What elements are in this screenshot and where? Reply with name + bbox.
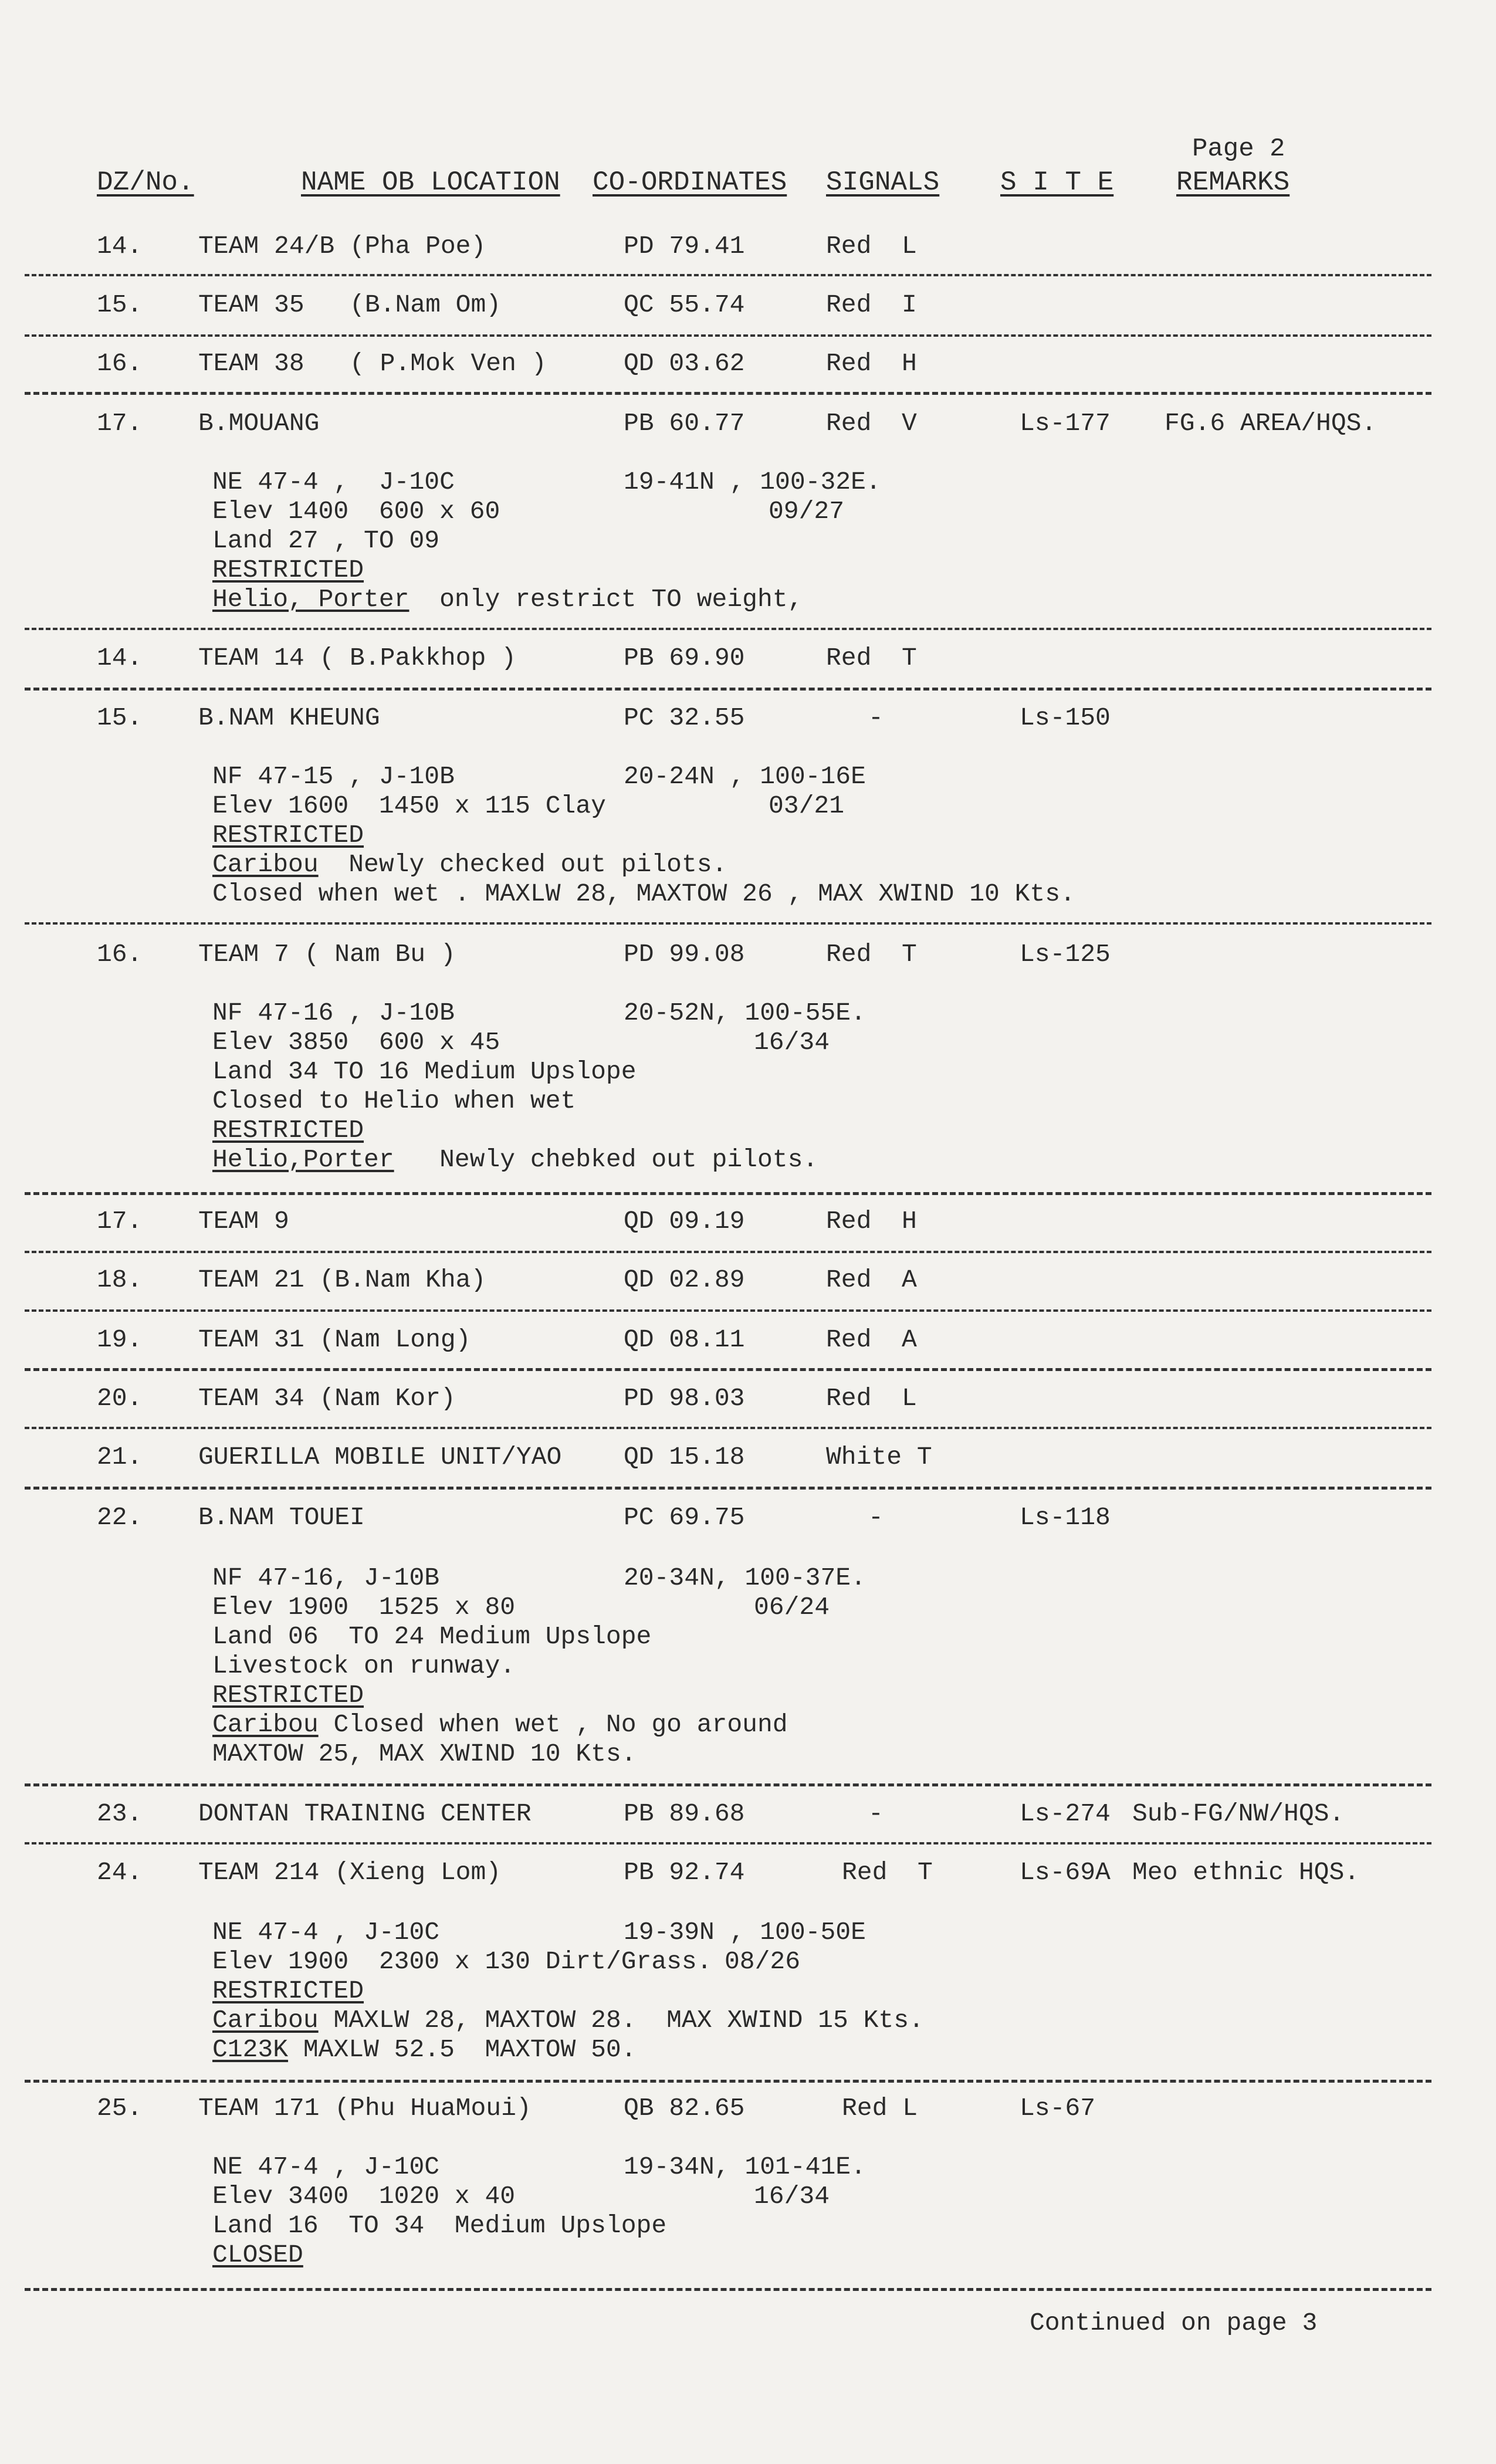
entry-remarks: FG.6 AREA/HQS. (1165, 409, 1377, 438)
entry-location: TEAM 7 ( Nam Bu ) (198, 940, 456, 969)
entry-coordinates: PC 32.55 (624, 703, 745, 732)
aircraft-note (212, 1712, 788, 1737)
lat-long: 19-39N , 100-50E (624, 1918, 866, 1947)
entry-site: Ls-118 (1020, 1503, 1111, 1532)
header-signals: SIGNALS (826, 167, 940, 198)
closure-note: Closed to Helio when wet (212, 1087, 576, 1115)
entry-remarks: Meo ethnic HQS. (1132, 1858, 1360, 1887)
entry-number: 23. (97, 1799, 143, 1828)
entry-site: Ls-67 (1020, 2094, 1096, 2123)
map-sheet: NF 47-16, J-10B (212, 1563, 440, 1592)
aircraft-remark: Closed when wet , No go around (318, 1710, 788, 1739)
runway-heading: 09/27 (769, 497, 845, 526)
entry-number: 16. (97, 349, 143, 378)
divider (25, 628, 1431, 630)
entry-signals: Red T (826, 940, 917, 969)
aircraft-type: Caribou (212, 2006, 319, 2035)
land-takeoff: Land 16 TO 34 Medium Upslope (212, 2211, 667, 2240)
elevation-runway: Elev 1900 2300 x 130 Dirt/Grass. (212, 1947, 712, 1976)
elevation-runway: Elev 1400 600 x 60 (212, 497, 500, 526)
entry-signals: Red T (842, 1858, 933, 1887)
aircraft-note (212, 587, 803, 612)
entry-signals: Red L (842, 2094, 918, 2123)
entry-signals: Red H (826, 1207, 917, 1236)
map-sheet: NF 47-15 , J-10B (212, 762, 455, 791)
divider (25, 1192, 1431, 1195)
restricted-label: RESTRICTED (212, 821, 364, 849)
entry-location: TEAM 21 (B.Nam Kha) (198, 1265, 486, 1294)
operating-limits: Closed when wet . MAXLW 28, MAXTOW 26 , MAX XWIND 10 Kts. (212, 879, 1075, 908)
header-name-of-location: NAME OB LOCATION (301, 167, 560, 198)
entry-signals: White T (826, 1443, 932, 1471)
map-sheet: NF 47-16 , J-10B (212, 999, 455, 1027)
lat-long: 19-34N, 101-41E. (624, 2152, 866, 2181)
entry-signals: - (868, 1799, 884, 1828)
entry-coordinates: PC 69.75 (624, 1503, 745, 1532)
entry-number: 15. (97, 290, 143, 319)
lat-long: 20-24N , 100-16E (624, 762, 866, 791)
runway-heading: 16/34 (754, 1028, 830, 1057)
entry-coordinates: PB 69.90 (624, 644, 745, 672)
elevation-runway: Elev 1600 1450 x 115 Clay (212, 791, 606, 820)
entry-location: TEAM 214 (Xieng Lom) (198, 1858, 502, 1887)
entry-number: 20. (97, 1384, 143, 1413)
divider (25, 922, 1431, 925)
entry-number: 14. (97, 232, 143, 260)
entry-number: 24. (97, 1858, 143, 1887)
page-number: Page 2 (1192, 134, 1285, 164)
divider (25, 688, 1431, 691)
entry-signals: - (868, 1503, 884, 1532)
entry-coordinates: PB 89.68 (624, 1799, 745, 1828)
restricted-label: RESTRICTED (212, 1976, 364, 2005)
map-sheet: NE 47-4 , J-10C (212, 1918, 440, 1947)
aircraft-type: Helio,Porter (212, 1145, 394, 1174)
entry-signals: Red L (826, 232, 917, 260)
divider (25, 1487, 1431, 1490)
runway-heading: 16/34 (754, 2182, 830, 2211)
entry-number: 15. (97, 703, 143, 732)
entry-number: 25. (97, 2094, 143, 2123)
entry-location: TEAM 24/B (Pha Poe) (198, 232, 486, 260)
aircraft-type: Caribou (212, 850, 319, 879)
aircraft-remark: Newly checked out pilots. (318, 850, 727, 879)
divider (25, 274, 1431, 276)
entry-site: Ls-69A (1020, 1858, 1111, 1887)
aircraft-type: Helio, Porter (212, 585, 409, 614)
entry-signals: Red A (826, 1265, 917, 1294)
entry-signals: Red T (826, 644, 917, 672)
entry-remarks: Sub-FG/NW/HQS. (1132, 1799, 1345, 1828)
entry-location: TEAM 38 ( P.Mok Ven ) (198, 349, 547, 378)
runway-heading: 08/26 (725, 1947, 801, 1976)
lat-long: 20-52N, 100-55E. (624, 999, 866, 1027)
aircraft-type: C123K (212, 2035, 289, 2064)
restricted-label: RESTRICTED (212, 1116, 364, 1145)
aircraft-note (212, 2037, 637, 2062)
divider (25, 1309, 1431, 1312)
aircraft-remark: Newly chebked out pilots. (394, 1145, 818, 1174)
entry-coordinates: PD 99.08 (624, 940, 745, 969)
restricted-label: RESTRICTED (212, 1681, 364, 1710)
divider (25, 334, 1431, 337)
aircraft-remark: MAXLW 52.5 MAXTOW 50. (288, 2035, 637, 2064)
entry-coordinates: QD 15.18 (624, 1443, 745, 1471)
header-site: S I T E (1000, 167, 1114, 198)
elevation-runway: Elev 3400 1020 x 40 (212, 2182, 516, 2211)
entry-site: Ls-125 (1020, 940, 1111, 969)
entry-number: 18. (97, 1265, 143, 1294)
entry-location: TEAM 31 (Nam Long) (198, 1325, 471, 1354)
entry-coordinates: PD 98.03 (624, 1384, 745, 1413)
entry-location: DONTAN TRAINING CENTER (198, 1799, 532, 1828)
entry-coordinates: PD 79.41 (624, 232, 745, 260)
land-takeoff: Land 06 TO 24 Medium Upslope (212, 1622, 652, 1651)
entry-location: B.NAM TOUEI (198, 1503, 365, 1532)
entry-site: Ls-150 (1020, 703, 1111, 732)
entry-signals: Red A (826, 1325, 917, 1354)
entry-coordinates: QC 55.74 (624, 290, 745, 319)
lat-long: 19-41N , 100-32E. (624, 468, 881, 496)
entry-signals: Red I (826, 290, 917, 319)
entry-number: 22. (97, 1503, 143, 1532)
closed-label: CLOSED (212, 2240, 303, 2269)
header-remarks: REMARKS (1176, 167, 1290, 198)
map-sheet: NE 47-4 , J-10C (212, 2152, 440, 2181)
entry-location: TEAM 14 ( B.Pakkhop ) (198, 644, 516, 672)
aircraft-type: Caribou (212, 1710, 319, 1739)
divider (25, 2288, 1431, 2291)
entry-coordinates: PB 60.77 (624, 409, 745, 438)
entry-location: B.MOUANG (198, 409, 320, 438)
entry-coordinates: QD 08.11 (624, 1325, 745, 1354)
header-coordinates: CO-ORDINATES (593, 167, 787, 198)
divider (25, 1783, 1431, 1786)
entry-coordinates: QD 02.89 (624, 1265, 745, 1294)
lat-long: 20-34N, 100-37E. (624, 1563, 866, 1592)
entry-coordinates: QB 82.65 (624, 2094, 745, 2123)
runway-heading: 03/21 (769, 791, 845, 820)
divider (25, 2080, 1431, 2083)
entry-location: B.NAM KHEUNG (198, 703, 380, 732)
land-takeoff: Land 34 TO 16 Medium Upslope (212, 1057, 637, 1086)
continued-note: Continued on page 3 (1030, 2309, 1318, 2337)
entry-site: Ls-274 (1020, 1799, 1111, 1828)
entry-coordinates: PB 92.74 (624, 1858, 745, 1887)
entry-coordinates: QD 03.62 (624, 349, 745, 378)
entry-location: TEAM 35 (B.Nam Om) (198, 290, 502, 319)
entry-number: 21. (97, 1443, 143, 1471)
elevation-runway: Elev 3850 600 x 45 (212, 1028, 500, 1057)
entry-signals: Red H (826, 349, 917, 378)
entry-site: Ls-177 (1020, 409, 1111, 438)
divider (25, 1842, 1431, 1844)
entry-signals: Red V (826, 409, 917, 438)
entry-location: GUERILLA MOBILE UNIT/YAO (198, 1443, 562, 1471)
aircraft-remark: MAXLW 28, MAXTOW 28. MAX XWIND 15 Kts. (318, 2006, 924, 2035)
entry-location: TEAM 9 (198, 1207, 289, 1236)
aircraft-note (212, 2008, 924, 2033)
entry-number: 14. (97, 644, 143, 672)
aircraft-note (212, 852, 727, 877)
entry-location: TEAM 34 (Nam Kor) (198, 1384, 456, 1413)
divider (25, 1251, 1431, 1253)
entry-number: 19. (97, 1325, 143, 1354)
entry-number: 17. (97, 409, 143, 438)
map-sheet: NE 47-4 , J-10C (212, 468, 455, 496)
runway-heading: 06/24 (754, 1593, 830, 1622)
operating-limits: MAXTOW 25, MAX XWIND 10 Kts. (212, 1739, 637, 1768)
entry-signals: Red L (826, 1384, 917, 1413)
divider (25, 1427, 1431, 1429)
entry-coordinates: QD 09.19 (624, 1207, 745, 1236)
elevation-runway: Elev 1900 1525 x 80 (212, 1593, 516, 1622)
divider (25, 1368, 1431, 1371)
land-takeoff: Land 27 , TO 09 (212, 526, 440, 555)
entry-signals: - (868, 703, 884, 732)
aircraft-remark: only restrict TO weight, (409, 585, 803, 614)
restricted-label: RESTRICTED (212, 556, 364, 584)
header-dz-no: DZ/No. (97, 167, 194, 198)
divider (25, 392, 1431, 395)
entry-location: TEAM 171 (Phu HuaMoui) (198, 2094, 532, 2123)
entry-number: 16. (97, 940, 143, 969)
aircraft-note (212, 1147, 818, 1172)
entry-number: 17. (97, 1207, 143, 1236)
runway-note: Livestock on runway. (212, 1651, 516, 1680)
